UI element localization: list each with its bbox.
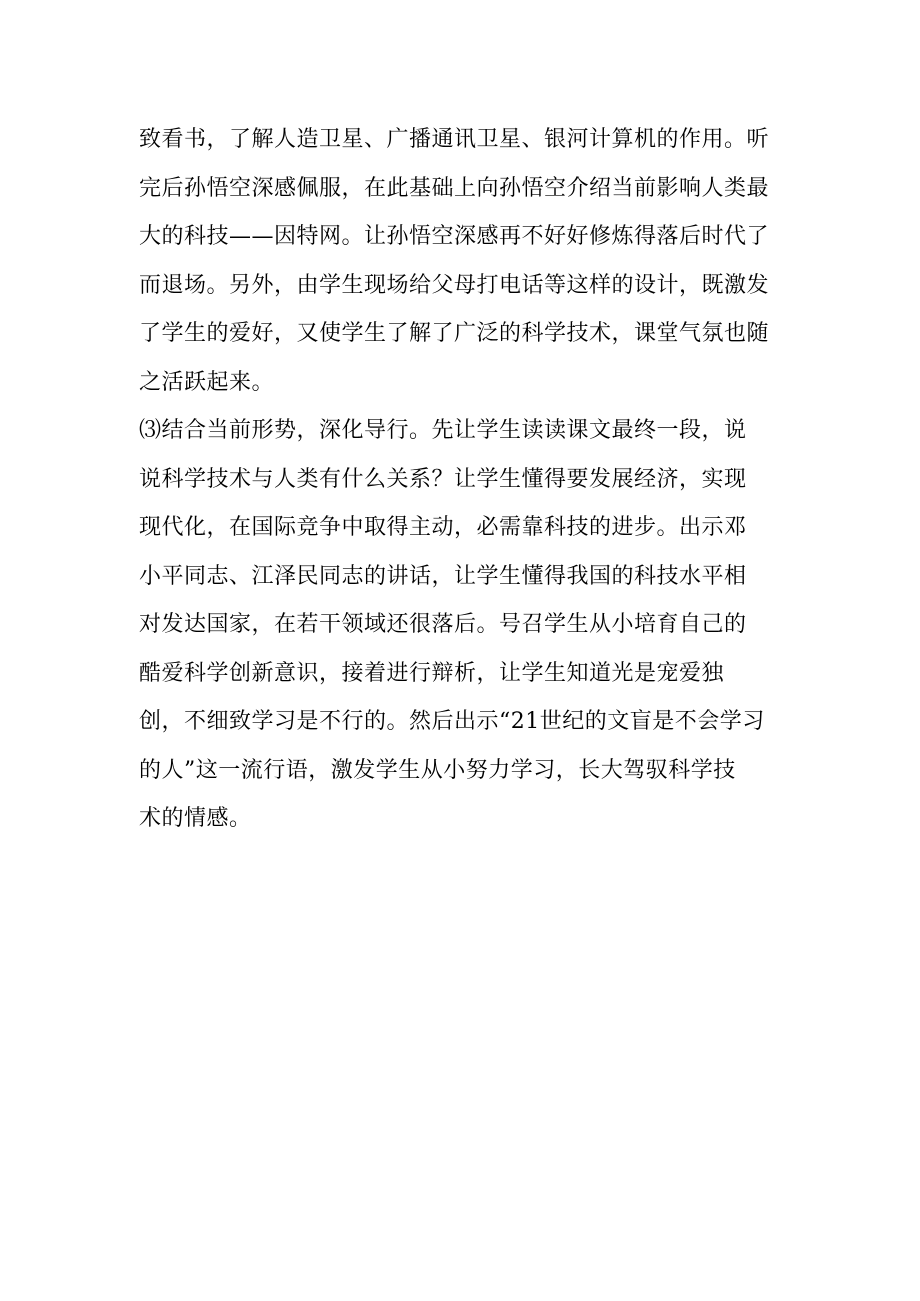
text-line: 创，不细致学习是不行的。然后出示“21世纪的文盲是不会学习 <box>139 709 765 734</box>
text-line: 了学生的爱好，又使学生了解了广泛的科学技术，课堂气氛也随 <box>139 321 770 346</box>
text-line: 致看书，了解人造卫星、广播通讯卫星、银河计算机的作用。听 <box>139 127 770 152</box>
text-line: 术的情感。 <box>139 806 252 831</box>
text-line: 说科学技术与人类有什么关系？让学生懂得要发展经济，实现 <box>139 466 747 492</box>
text-line: 酷爱科学创新意识，接着进行辩析，让学生知道光是宠爱独 <box>139 660 725 686</box>
text-line: 完后孙悟空深感佩服，在此基础上向孙悟空介绍当前影响人类最 <box>139 175 770 201</box>
text-line: 的人”这一流行语，激发学生从小努力学习，长大驾驭科学技 <box>139 757 736 783</box>
text-line: 之活跃起来。 <box>139 369 275 395</box>
body-text <box>139 116 799 844</box>
text-line: 而退场。另外，由学生现场给父母打电话等这样的设计，既激发 <box>139 272 770 298</box>
text-line: 现代化，在国际竞争中取得主动，必需靠科技的进步。出示邓 <box>139 515 747 540</box>
text-line: ⑶结合当前形势，深化导行。先让学生读读课文最终一段，说 <box>139 418 747 443</box>
text-line: 对发达国家，在若干领域还很落后。号召学生从小培育自己的 <box>139 612 747 637</box>
text-line: 大的科技——因特网。让孙悟空深感再不好好修炼得落后时代了 <box>139 224 770 249</box>
paragraph-1 <box>139 116 799 407</box>
text-line: 小平同志、江泽民同志的讲话，让学生懂得我国的科技水平相 <box>139 563 747 589</box>
paragraph-2 <box>139 407 799 844</box>
